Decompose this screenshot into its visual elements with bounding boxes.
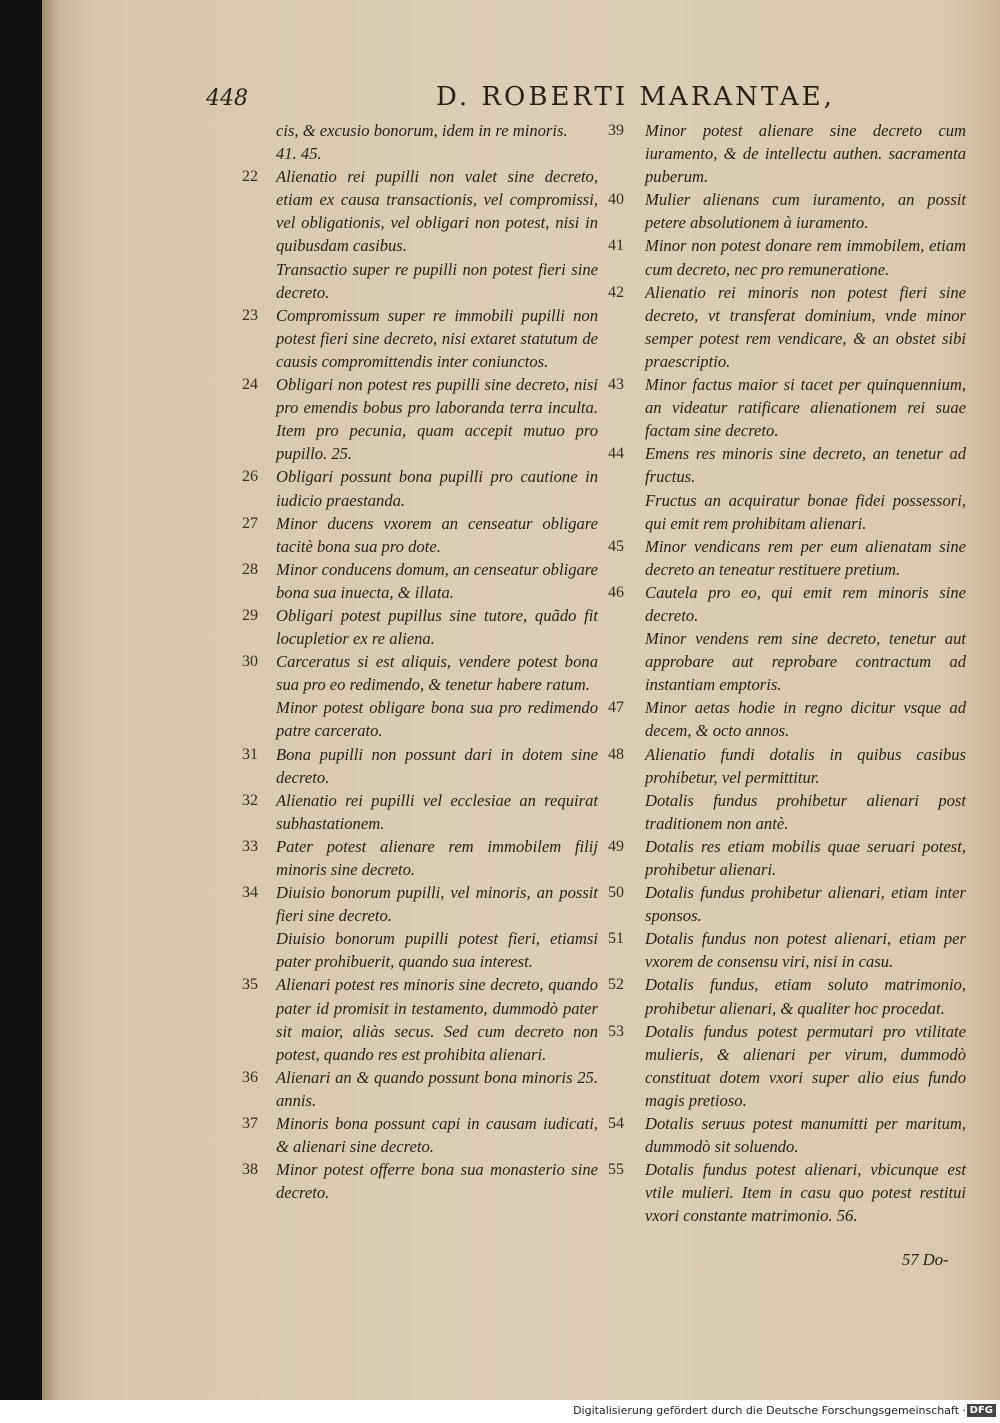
- index-entry: [198, 558, 598, 604]
- entry-text: Diuisio bonorum pupilli potest fieri, etiamsi pater prohibuerit, quando sua interest.: [276, 929, 598, 972]
- entry-text: Emens res minoris sine decreto, an tenetur ad fructus.: [645, 444, 966, 487]
- entry-text: Transactio super re pupilli non potest fieri sine decreto.: [276, 259, 598, 302]
- entry-text: Dotalis fundus potest alienari, vbicunque est vtile mulieri. Item in casu quo potest restitui vxori constante matrimonio. 56.: [645, 1160, 966, 1226]
- entry-number: 35: [242, 976, 258, 994]
- index-entry: [608, 789, 966, 835]
- entry-number: 29: [242, 606, 258, 624]
- entry-text: Dotalis seruus potest manumitti per maritum, dummodò sit soluendo.: [645, 1114, 966, 1157]
- index-entry: [608, 973, 966, 1019]
- index-entry: [198, 789, 598, 835]
- entry-text: Diuisio bonorum pupilli, vel minoris, an possit fieri sine decreto.: [276, 883, 598, 926]
- index-entry: [608, 581, 966, 627]
- entry-text: 41. 45.: [276, 144, 322, 164]
- index-entry: [198, 512, 598, 558]
- entry-text: Minor potest obligare bona sua pro redimendo patre carcerato.: [276, 698, 598, 741]
- page-gutter-shadow: [42, 0, 60, 1400]
- entry-text: Alienatio fundi dotalis in quibus casibus prohibetur, vel permittitur.: [645, 744, 966, 787]
- index-entry: [608, 627, 966, 696]
- entry-text: Minor factus maior si tacet per quinquennium, an videatur ratificare alienationem rei suae factam sine decreto.: [645, 375, 966, 441]
- index-entry: [198, 465, 598, 511]
- entry-number: 36: [242, 1068, 258, 1086]
- entry-text: Bona pupilli non possunt dari in dotem sine decreto.: [276, 744, 598, 787]
- entry-number: 24: [242, 376, 258, 394]
- index-entry: [198, 604, 598, 650]
- entry-text: Alienatio rei pupilli non valet sine decreto, etiam ex causa transactionis, vel compromissi, vel obligationis, vel obligari non potest, nisi in quibusdam casibus.: [276, 167, 598, 256]
- index-entry: [608, 1158, 966, 1227]
- index-entry: [608, 881, 966, 927]
- index-entry: [608, 1112, 966, 1158]
- entry-text: Minor aetas hodie in regno dicitur vsque ad decem, & octo annos.: [645, 698, 966, 741]
- index-entry: [198, 1112, 598, 1158]
- index-entry: [608, 373, 966, 442]
- index-entry: [198, 743, 598, 789]
- dfg-logo: DFG: [967, 1404, 996, 1417]
- index-entry: [198, 973, 598, 1065]
- entry-text: Minor non potest donare rem immobilem, etiam cum decreto, nec pro remuneratione.: [645, 236, 966, 279]
- index-column-right: [608, 119, 966, 1228]
- entry-text: Minor vendens rem sine decreto, tenetur aut approbare aut reprobare contractum ad instantiam emptoris.: [645, 629, 966, 695]
- entry-text: Pater potest alienare rem immobilem filij minoris sine decreto.: [276, 836, 598, 879]
- entry-number: 26: [242, 468, 258, 486]
- entry-number: 34: [242, 884, 258, 902]
- catchword: 57 Do-: [902, 1250, 949, 1269]
- entry-number: 53: [608, 1022, 624, 1040]
- index-entry: [608, 188, 966, 234]
- entry-number: 44: [608, 445, 624, 463]
- entry-text: Fructus an acquiratur bonae fidei possessori, qui emit rem prohibitam alienari.: [645, 490, 966, 533]
- entry-text: Dotalis fundus prohibetur alienari, etiam inter sponsos.: [645, 883, 966, 926]
- index-entry: [608, 234, 966, 280]
- entry-number: 37: [242, 1115, 258, 1133]
- index-entry: [198, 927, 598, 973]
- entry-text: Minor ducens vxorem an censeatur obligare tacitè bona sua pro dote.: [276, 513, 598, 556]
- index-entry: [198, 119, 598, 165]
- entry-text: Obligari potest pupillus sine tutore, quãdo fit locupletior ex re aliena.: [276, 605, 598, 649]
- index-entry: [608, 442, 966, 488]
- entry-number: 31: [242, 745, 258, 763]
- entry-text: Alienari potest res minoris sine decreto, quando pater id promisit in testamento, dummodò pater sit maior, aliàs secus. Sed cum decreto non potest, quando res est prohibita alienari.: [276, 975, 598, 1064]
- entry-text: Carceratus si est aliquis, vendere potest bona sua pro eo redimendo, & tenetur habere ratum.: [276, 652, 598, 695]
- index-entry: [198, 258, 598, 304]
- entry-number: 23: [242, 306, 258, 324]
- entry-number: 55: [608, 1161, 624, 1179]
- index-entry: [198, 696, 598, 742]
- entry-text: Alienatio rei minoris non potest fieri sine decreto, vt transferat dominium, vnde minor semper potest rem vendicare, & an obstet sibi praescriptio.: [645, 282, 966, 371]
- entry-text: cis, & excusio bonorum, idem in re minoris.: [276, 121, 568, 140]
- entry-number: 42: [608, 283, 624, 301]
- entry-number: 40: [608, 191, 624, 209]
- index-entry: [198, 650, 598, 696]
- index-entry: [198, 835, 598, 881]
- entry-number: 27: [242, 514, 258, 532]
- entry-number: 49: [608, 837, 624, 855]
- entry-number: 48: [608, 745, 624, 763]
- index-entry: [198, 1158, 598, 1204]
- entry-text: Dotalis res etiam mobilis quae seruari potest, prohibetur alienari.: [645, 836, 966, 879]
- entry-text: Alienatio rei pupilli vel ecclesiae an requirat subhastationem.: [276, 790, 598, 833]
- entry-number: 50: [608, 884, 624, 902]
- index-entry: [198, 881, 598, 927]
- entry-number: 46: [608, 583, 624, 601]
- entry-number: 52: [608, 976, 624, 994]
- entry-text: Minoris bona possunt capi in causam iudicati, & alienari sine decreto.: [276, 1114, 598, 1157]
- index-entry: [608, 489, 966, 535]
- entry-text: Alienari an & quando possunt bona minoris 25. annis.: [276, 1067, 598, 1110]
- entry-text: Minor potest offerre bona sua monasterio sine decreto.: [276, 1160, 598, 1203]
- entry-number: 54: [608, 1115, 624, 1133]
- entry-text: Mulier alienans cum iuramento, an possit petere absolutionem à iuramento.: [645, 190, 966, 233]
- entry-number: 32: [242, 791, 258, 809]
- entry-text: Dotalis fundus prohibetur alienari post traditionem non antè.: [645, 790, 966, 833]
- index-entry: [198, 165, 598, 257]
- index-entry: [198, 373, 598, 465]
- entry-text: Dotalis fundus non potest alienari, etiam per vxorem de consensu viri, nisi in casu.: [645, 929, 966, 972]
- entry-number: 28: [242, 560, 258, 578]
- entry-text: Obligari possunt bona pupilli pro cautione in iudicio praestanda.: [276, 467, 598, 510]
- index-entry: [608, 1020, 966, 1112]
- entry-number: 39: [608, 122, 624, 139]
- entry-text: Dotalis fundus potest permutari pro vtilitate mulieris, & alienari per virum, dummodò constituat dotem vxori super alio eius fundo magis pretioso.: [645, 1021, 966, 1110]
- index-entry: [608, 927, 966, 973]
- index-entry: [608, 696, 966, 742]
- entry-number: 47: [608, 699, 624, 717]
- index-entry: [608, 743, 966, 789]
- entry-text: Minor potest alienare sine decreto cum iuramento, & de intellectu authen. sacramenta puberum.: [645, 121, 966, 187]
- index-entry: [198, 304, 598, 373]
- entry-number: 38: [242, 1161, 258, 1179]
- entry-text: Dotalis fundus, etiam soluto matrimonio, prohibetur alienari, & qualiter hoc procedat.: [645, 975, 966, 1018]
- index-entry: [608, 281, 966, 373]
- index-column-left: [198, 119, 598, 1204]
- entry-number: 30: [242, 653, 258, 671]
- index-entry: [608, 535, 966, 581]
- entry-number: 41: [608, 237, 624, 255]
- entry-text: Minor vendicans rem per eum alienatam sine decreto an teneatur restituere pretium.: [645, 536, 966, 579]
- index-entry: [198, 1066, 598, 1112]
- running-head: D. ROBERTI MARANTAE,: [436, 82, 835, 112]
- entry-text: Minor conducens domum, an censeatur obligare bona sua inuecta, & illata.: [276, 559, 598, 602]
- index-entry: [608, 119, 966, 188]
- entry-number: 22: [242, 168, 258, 186]
- page-number: 448: [206, 86, 248, 111]
- entry-text: Compromissum super re immobili pupilli non potest fieri sine decreto, nisi extaret statutum de causis compromittendis inter coniunctos.: [276, 305, 598, 371]
- entry-number: 33: [242, 837, 258, 855]
- entry-text: Cautela pro eo, qui emit rem minoris sine decreto.: [645, 582, 966, 625]
- entry-number: 43: [608, 376, 624, 394]
- entry-text: Obligari non potest res pupilli sine decreto, nisi pro emendis bobus pro laboranda terra inculta. Item pro pecunia, quam accepit mutuo pro pupillo. 25.: [276, 375, 598, 464]
- index-entry: [608, 835, 966, 881]
- entry-number: 45: [608, 537, 624, 555]
- funding-note: Digitalisierung gefördert durch die Deutsche Forschungsgemeinschaft ·: [573, 1404, 966, 1417]
- entry-number: 51: [608, 930, 624, 948]
